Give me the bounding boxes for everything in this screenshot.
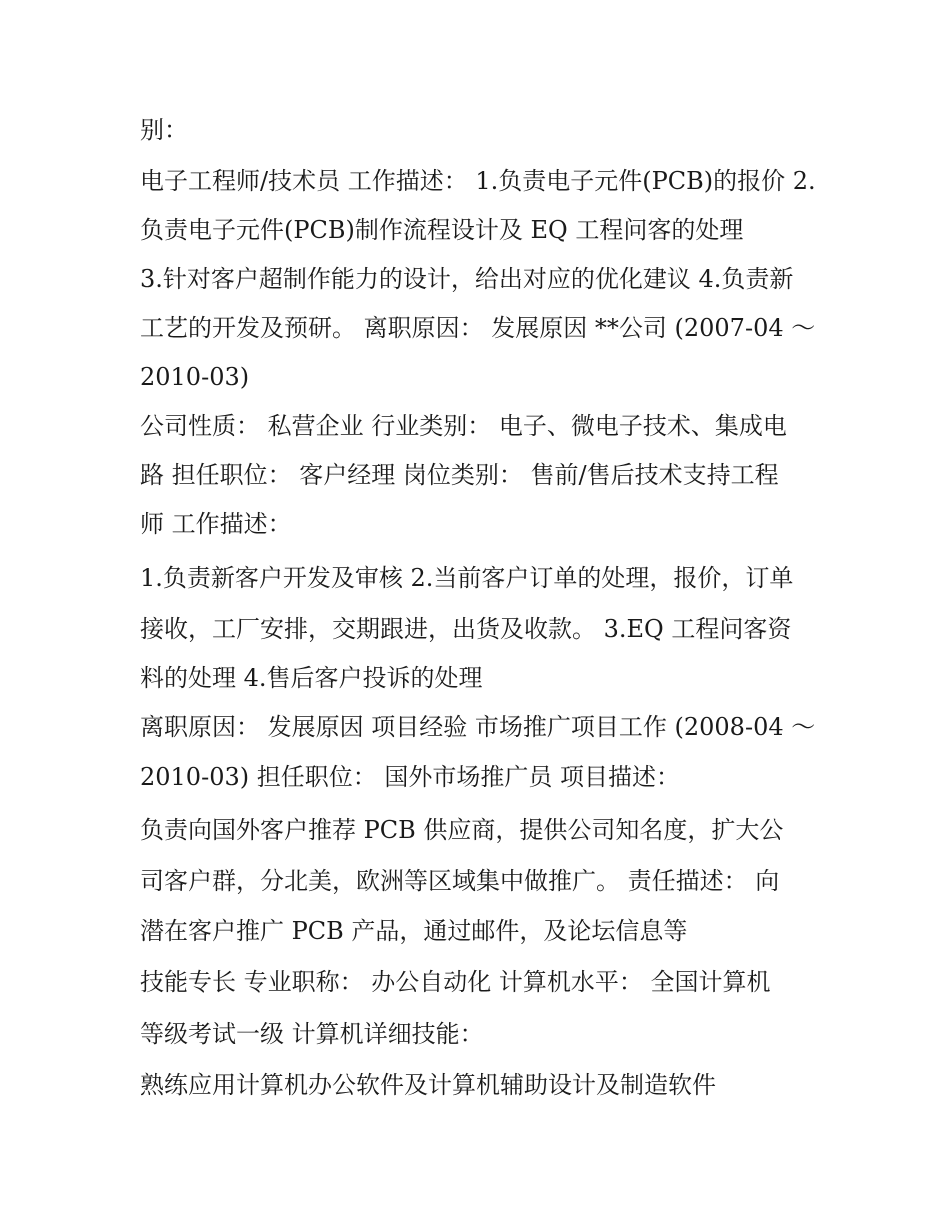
text-line: 3.针对客户超制作能力的设计，给出对应的优化建议 4.负责新 [140, 265, 794, 293]
text-line: 路 担任职位： 客户经理 岗位类别： 售前/售后技术支持工程 [140, 461, 779, 489]
text-line: 料的处理 4.售后客户投诉的处理 [140, 664, 483, 692]
text-line: 1.负责新客户开发及审核 2.当前客户订单的处理，报价，订单 [140, 564, 794, 592]
text-line: 熟练应用计算机办公软件及计算机辅助设计及制造软件 [140, 1071, 716, 1099]
text-line: 技能专长 专业职称： 办公自动化 计算机水平： 全国计算机 [140, 968, 771, 996]
text-line: 公司性质： 私营企业 行业类别： 电子、微电子技术、集成电 [140, 412, 787, 440]
text-line: 工艺的开发及预研。 离职原因： 发展原因 **公司 (2007-04 ～ [140, 314, 816, 342]
text-line: 负责向国外客户推荐 PCB 供应商，提供公司知名度，扩大公 [140, 816, 784, 844]
text-line: 接收，工厂安排，交期跟进，出货及收款。 3.EQ 工程问客资 [140, 615, 792, 643]
text-line: 别： [140, 116, 188, 144]
text-line: 负责电子元件(PCB)制作流程设计及 EQ 工程问客的处理 [140, 216, 744, 244]
text-line: 电子工程师/技术员 工作描述： 1.负责电子元件(PCB)的报价 2. [140, 167, 816, 195]
text-line: 2010-03) 担任职位： 国外市场推广员 项目描述： [140, 763, 680, 791]
text-line: 2010-03) [140, 363, 250, 391]
text-line: 等级考试一级 计算机详细技能： [140, 1020, 484, 1048]
text-line: 师 工作描述： [140, 510, 292, 538]
text-line: 司客户群，分北美，欧洲等区域集中做推广。 责任描述： 向 [140, 867, 780, 895]
text-line: 离职原因： 发展原因 项目经验 市场推广项目工作 (2008-04 ～ [140, 713, 816, 741]
text-line: 潜在客户推广 PCB 产品，通过邮件，及论坛信息等 [140, 917, 688, 945]
